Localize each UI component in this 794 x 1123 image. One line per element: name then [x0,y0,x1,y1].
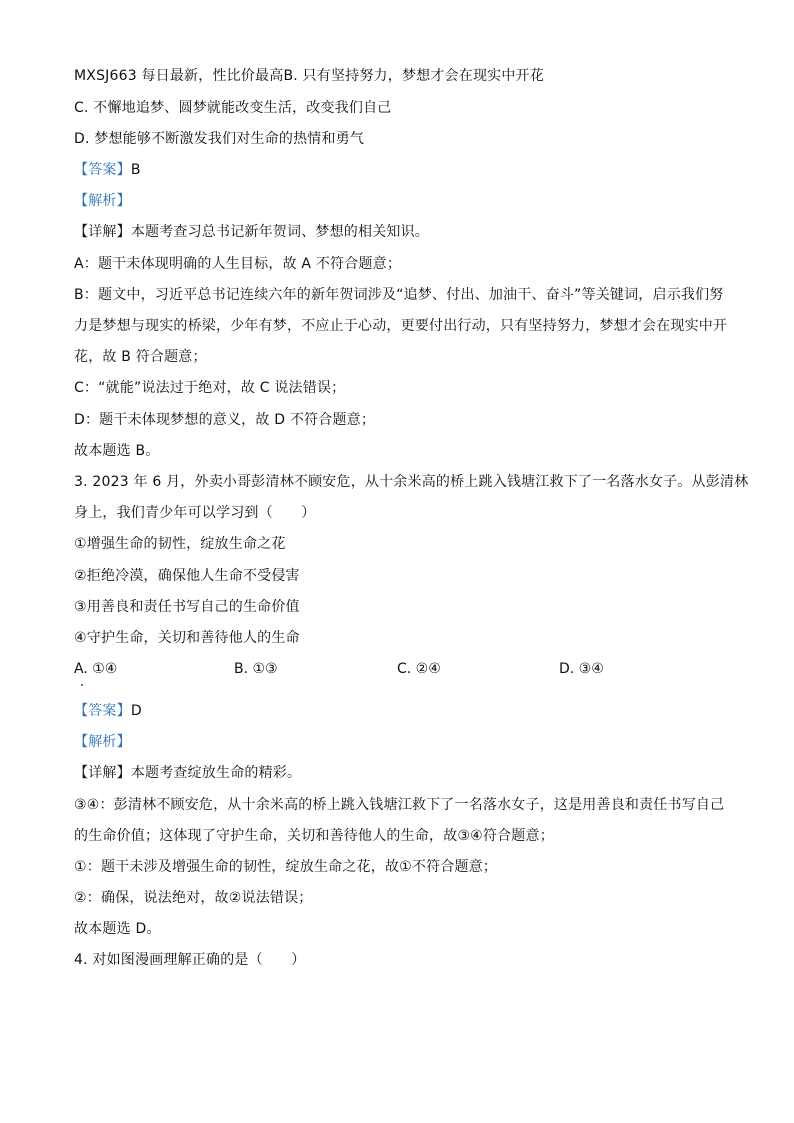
detail-text: 本题考查绽放生命的精彩。 [130,765,302,781]
q4-stem: 4. 对如图漫画理解正确的是（ ） [74,952,306,968]
answer-label: 【答案】 [74,162,131,178]
q2-explain-a: A：题干未体现明确的人生目标，故 A 不符合题意； [74,256,402,272]
q2-answer [74,160,141,180]
q2-explain-b-1: B：题文中，习近平总书记连续六年的新年贺词涉及“追梦、付出、加油干、奋斗”等关键词，启示我们努 [74,287,724,303]
q2-explain-d: D：题干未体现梦想的意义，故 D 不符合题意； [74,412,376,428]
q3-stem-2: 身上，我们青少年可以学习到（ ） [74,505,316,521]
q3-item-2: ②拒绝冷漠，确保他人生命不受侵害 [74,568,300,584]
q3-item-4: ④守护生命，关切和善待他人的生命 [74,630,300,646]
q3-detail [74,763,301,783]
q2-option-d: D. 梦想能够不断激发我们对生命的热情和勇气 [74,131,365,147]
q3-explain-34-1: ③④：彭清林不顾安危，从十余米高的桥上跳入钱塘江救下了一名落水女子，这是用善良和责任书写自己 [74,797,725,813]
q2-option-c: C. 不懈地追梦、圆梦就能改变生活，改变我们自己 [74,100,392,116]
q3-options [74,659,714,679]
q3-item-1: ①增强生命的韧性，绽放生命之花 [74,536,286,552]
q3-explain-34-2: 的生命价值；这体现了守护生命，关切和善待他人的生命，故③④符合题意； [74,828,554,844]
q3-analysis-label: 【解析】 [74,734,131,750]
q3-stem-1: 3. 2023 年 6 月，外卖小哥彭清林不顾安危，从十余米高的桥上跳入钱塘江救下了一名落水女子。从彭清林 [74,474,749,490]
q3-option-d: D. ③④ [559,661,604,677]
q2-explain-c: C：“就能”说法过于绝对，故 C 说法错误； [74,380,346,396]
q3-conclusion: 故本题选 D。 [74,921,161,937]
q3-option-c: C. ②④ [397,661,441,677]
answer-value: B [130,162,141,178]
answer-label: 【答案】 [74,703,131,719]
detail-label: 【详解】 [74,224,131,240]
q2-option-b-line: MXSJ663 每日最新，性比价最高B. 只有坚持努力，梦想才会在现实中开花 [74,68,544,84]
answer-value: D [130,703,142,719]
q3-option-a: A. ①④ [74,661,118,677]
detail-text: 本题考查习总书记新年贺词、梦想的相关知识。 [130,224,430,240]
q2-analysis-label: 【解析】 [74,193,131,209]
detail-label: 【详解】 [74,765,131,781]
q3-item-3: ③用善良和责任书写自己的生命价值 [74,599,300,615]
q2-conclusion: 故本题选 B。 [74,443,160,459]
q3-explain-2: ②：确保，说法绝对，故②说法错误； [74,890,313,906]
stray-dot [81,684,83,686]
q2-explain-b-2: 力是梦想与现实的桥梁，少年有梦，不应止于心动，更要付出行动，只有坚持努力，梦想才会在现实中开 [74,318,728,334]
q2-detail [74,222,429,242]
q2-explain-b-3: 花，故 B 符合题意； [74,349,207,365]
q3-explain-1: ①：题干未涉及增强生命的韧性，绽放生命之花，故①不符合题意； [74,859,498,875]
q3-answer [74,701,142,721]
q3-option-b: B. ①③ [234,661,278,677]
